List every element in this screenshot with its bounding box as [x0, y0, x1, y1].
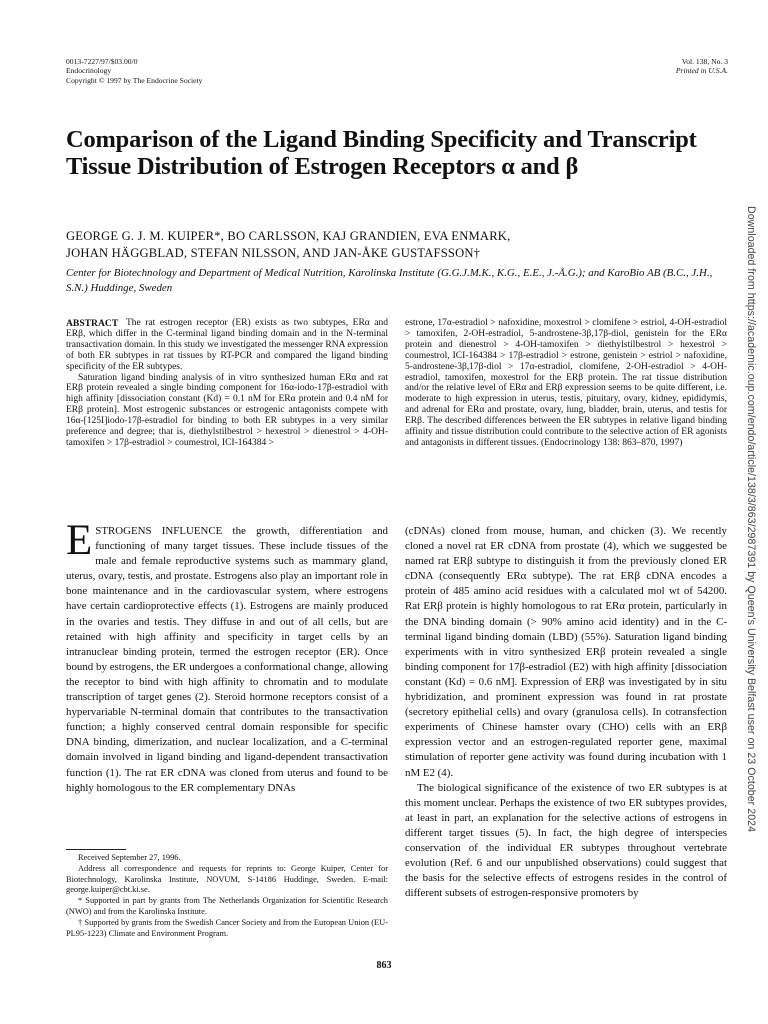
- abstract-heading: ABSTRACT: [66, 318, 119, 329]
- journal-header-right: [676, 57, 728, 76]
- journal-header-left: [66, 57, 202, 85]
- footnote-rule: [66, 849, 126, 850]
- author-list: [66, 228, 726, 261]
- printed-line: Printed in U.S.A.: [675, 66, 728, 76]
- footnote-support-2: † Supported by grants from the Swedish Cancer Society and from the European Union (EU-PL95-1223) Climate and Environment Program.: [66, 917, 388, 938]
- journal-name: Endocrinology: [66, 66, 112, 76]
- intro-paragraph-3: The biological significance of the existence of two ER subtypes is at this moment unclear. Perhaps the existence of two ER subtypes provides, at least in part, an explanation for the selective actions of estrogens in different target tissues (5). In fact, the high degree of interspecies conservation of the individual ER subtypes throughout vertebrate evolution (Ref. 6 and our unpublished observations) could suggest that the basis for the selective effects of estrogens resides in the control of different subsets of estrogen-responsive promoters by: [405, 781, 727, 900]
- article-title: Comparison of the Ligand Binding Specificity and Transcript Tissue Distribution of Estrogen Receptors α and β: [66, 126, 697, 180]
- page-number: 863: [376, 960, 392, 971]
- footnote-correspondence: Address all correspondence and requests for reprints to: George Kuiper, Center for Biotechnology, Karolinska Institute, NOVUM, S-14186 Huddinge, Sweden. E-mail: george.kuiper@cbt.ki.se.: [66, 863, 388, 895]
- issn-line: 0013-7227/97/$03.00/0: [66, 57, 138, 66]
- abstract-paragraph-3: estrone, 17α-estradiol > nafoxidine, moxestrol > clomifene > estriol, 4-OH-estradiol > tamoxifen, 2-OH-estradiol, 5-androstene-3β,17β-diol, genistein for the ERα protein and dienestrol > 4-OH-tamoxifen > diethylstilbestrol > hexestrol > coumestrol, ICI-164384 > 17β-estradiol > estrone, genistein > estriol > nafoxidine, 5-androstene-3β,17β-diol > 17α-estradiol, clomifene, 2-OH-estradiol > 4-OH-estradiol, tamoxifen, moxestrol for the ERβ protein. The rat tissue distribution and/or the relative level of ERα and ERβ expression seems to be quite different, i.e. moderate to high expression in uterus, testis, pituitary, ovary, kidney, epididymis, and adrenal for ERα and prostate, ovary, lung, bladder, brain, uterus, and testis for ERβ. The described differences between the ER subtypes in relative ligand binding affinity and tissue distribution could contribute to the selective action of ER agonists and antagonists in different tissues. (Endocrinology 138: 863–870, 1997): [405, 318, 727, 448]
- intro-paragraph-2: (cDNAs) cloned from mouse, human, and chicken (3). We recently cloned a novel rat ER cDNA from prostate (4), which we suggested be named rat ERβ subtype to distinguish it from the previously cloned ER cDNA (consequently ERα subtype). The rat ERβ cDNA encodes a protein of 485 amino acid residues with a calculated mol wt of 54200. Rat ERβ protein is highly homologous to rat ERα protein, particularly in the DNA binding domain (> 90% amino acid identity) and in the C-terminal ligand binding domain (LBD) (55%). Saturation ligand binding experiments with in vitro synthesized ERβ protein revealed a single binding component for 17β-estradiol (E2) with high affinity [dissociation constant (Kd) = 0.6 nM]. Expression of ERβ was investigated by in situ hybridization, and prominent expression was found in rat prostate (secretory epithelial cells) and ovary (granulosa cells). In cotransfection experiments of Chinese hamster ovary (CHO) cells with an ERβ expression vector and an estrogen-regulated reporter gene, maximal stimulation of reporter gene activity was found during incubation with 1 nM E2 (4).: [405, 525, 727, 779]
- intro-paragraph-1: [66, 517, 388, 796]
- copyright-line: Copyright © 1997 by The Endocrine Society: [66, 75, 203, 85]
- author-line-1: GEORGE G. J. M. KUIPER*, BO CARLSSON, KAJ GRANDIEN, EVA ENMARK,: [66, 229, 511, 243]
- body-right-column: [405, 524, 727, 901]
- footnote-received: Received September 27, 1996.: [78, 853, 181, 862]
- footnotes: [66, 853, 388, 939]
- volume-line: Vol. 138, No. 3: [681, 57, 728, 66]
- intro-text-1: STROGENS INFLUENCE the growth, differentiation and functioning of many target tissues. These include tissues of the male and female reproductive systems such as mammary gland, uterus, ovary, testis, and prostate. Estrogens also play an important role in bone maintenance and in the cardiovascular system, where estrogens have certain cardioprotective effects (1). Estrogens are mainly produced in the ovaries and testis. They diffuse in and out of all cells, but are retained with high affinity and specificity in target cells by an intranuclear binding protein, termed the estrogen receptor (ER). Once bound by estrogens, the ER undergoes a conformational change, allowing the receptor to bind with high affinity to chromatin and to modulate transcription of target genes (2). Steroid hormone receptors consist of a hypervariable N-terminal domain that contributes to the transactivation function; a highly conserved central domain responsible for specific DNA binding, dimerization, and nuclear localization, and a C-terminal domain involved in ligand binding and ligand-dependent transactivation function (1). The rat ER cDNA was cloned from uterus and found to be highly homologous to the ER complementary DNAs: [66, 525, 388, 794]
- footnote-support-1: * Supported in part by grants from The Netherlands Organization for Scientific Research (NWO) and from the Karolinska Institute.: [66, 896, 388, 916]
- abstract-left-column: [66, 318, 388, 449]
- abstract-right-column: [405, 318, 727, 449]
- drop-cap: E: [66, 517, 93, 564]
- download-watermark: Downloaded from https://academic.oup.com/endo/article/138/3/863/2987391 by Queen's University Belfast user on 23 October 2024: [745, 206, 757, 833]
- abstract-paragraph-2: Saturation ligand binding analysis of in vitro synthesized human ERα and rat ERβ protein revealed a single binding component for 16α-iodo-17β-estradiol with high affinity [dissociation constant (Kd) = 0.1 nM for ERα protein and 0.4 nM for ERβ protein]. Most estrogenic substances or estrogenic antagonists compete with 16α-[125I]iodo-17β-estradiol for binding to both ER subtypes in a very similar preference and degree; that is, diethylstilbestrol > hexestrol > dienestrol > 4-OH-tamoxifen > 17β-estradiol > coumestrol, ICI-164384 >: [66, 372, 388, 448]
- affiliation: Center for Biotechnology and Department of Medical Nutrition, Karolinska Institute (G.G.J.M.K., K.G., E.E., J.-Å.G.); and KaroBio AB (B.C., J.H., S.N.) Huddinge, Sweden: [66, 267, 713, 294]
- author-line-2: JOHAN HÄGGBLAD, STEFAN NILSSON, AND JAN-ÅKE GUSTAFSSON†: [66, 245, 481, 260]
- abstract-paragraph-1: The rat estrogen receptor (ER) exists as two subtypes, ERα and ERβ, which differ in the C-terminal ligand binding domain and in the N-terminal transactivation domain. In this study we investigated the messenger RNA expression of both ER subtypes in rat tissues by RT-PCR and compared the ligand binding specificity of the ER subtypes.: [66, 318, 388, 372]
- body-left-column: [66, 517, 388, 796]
